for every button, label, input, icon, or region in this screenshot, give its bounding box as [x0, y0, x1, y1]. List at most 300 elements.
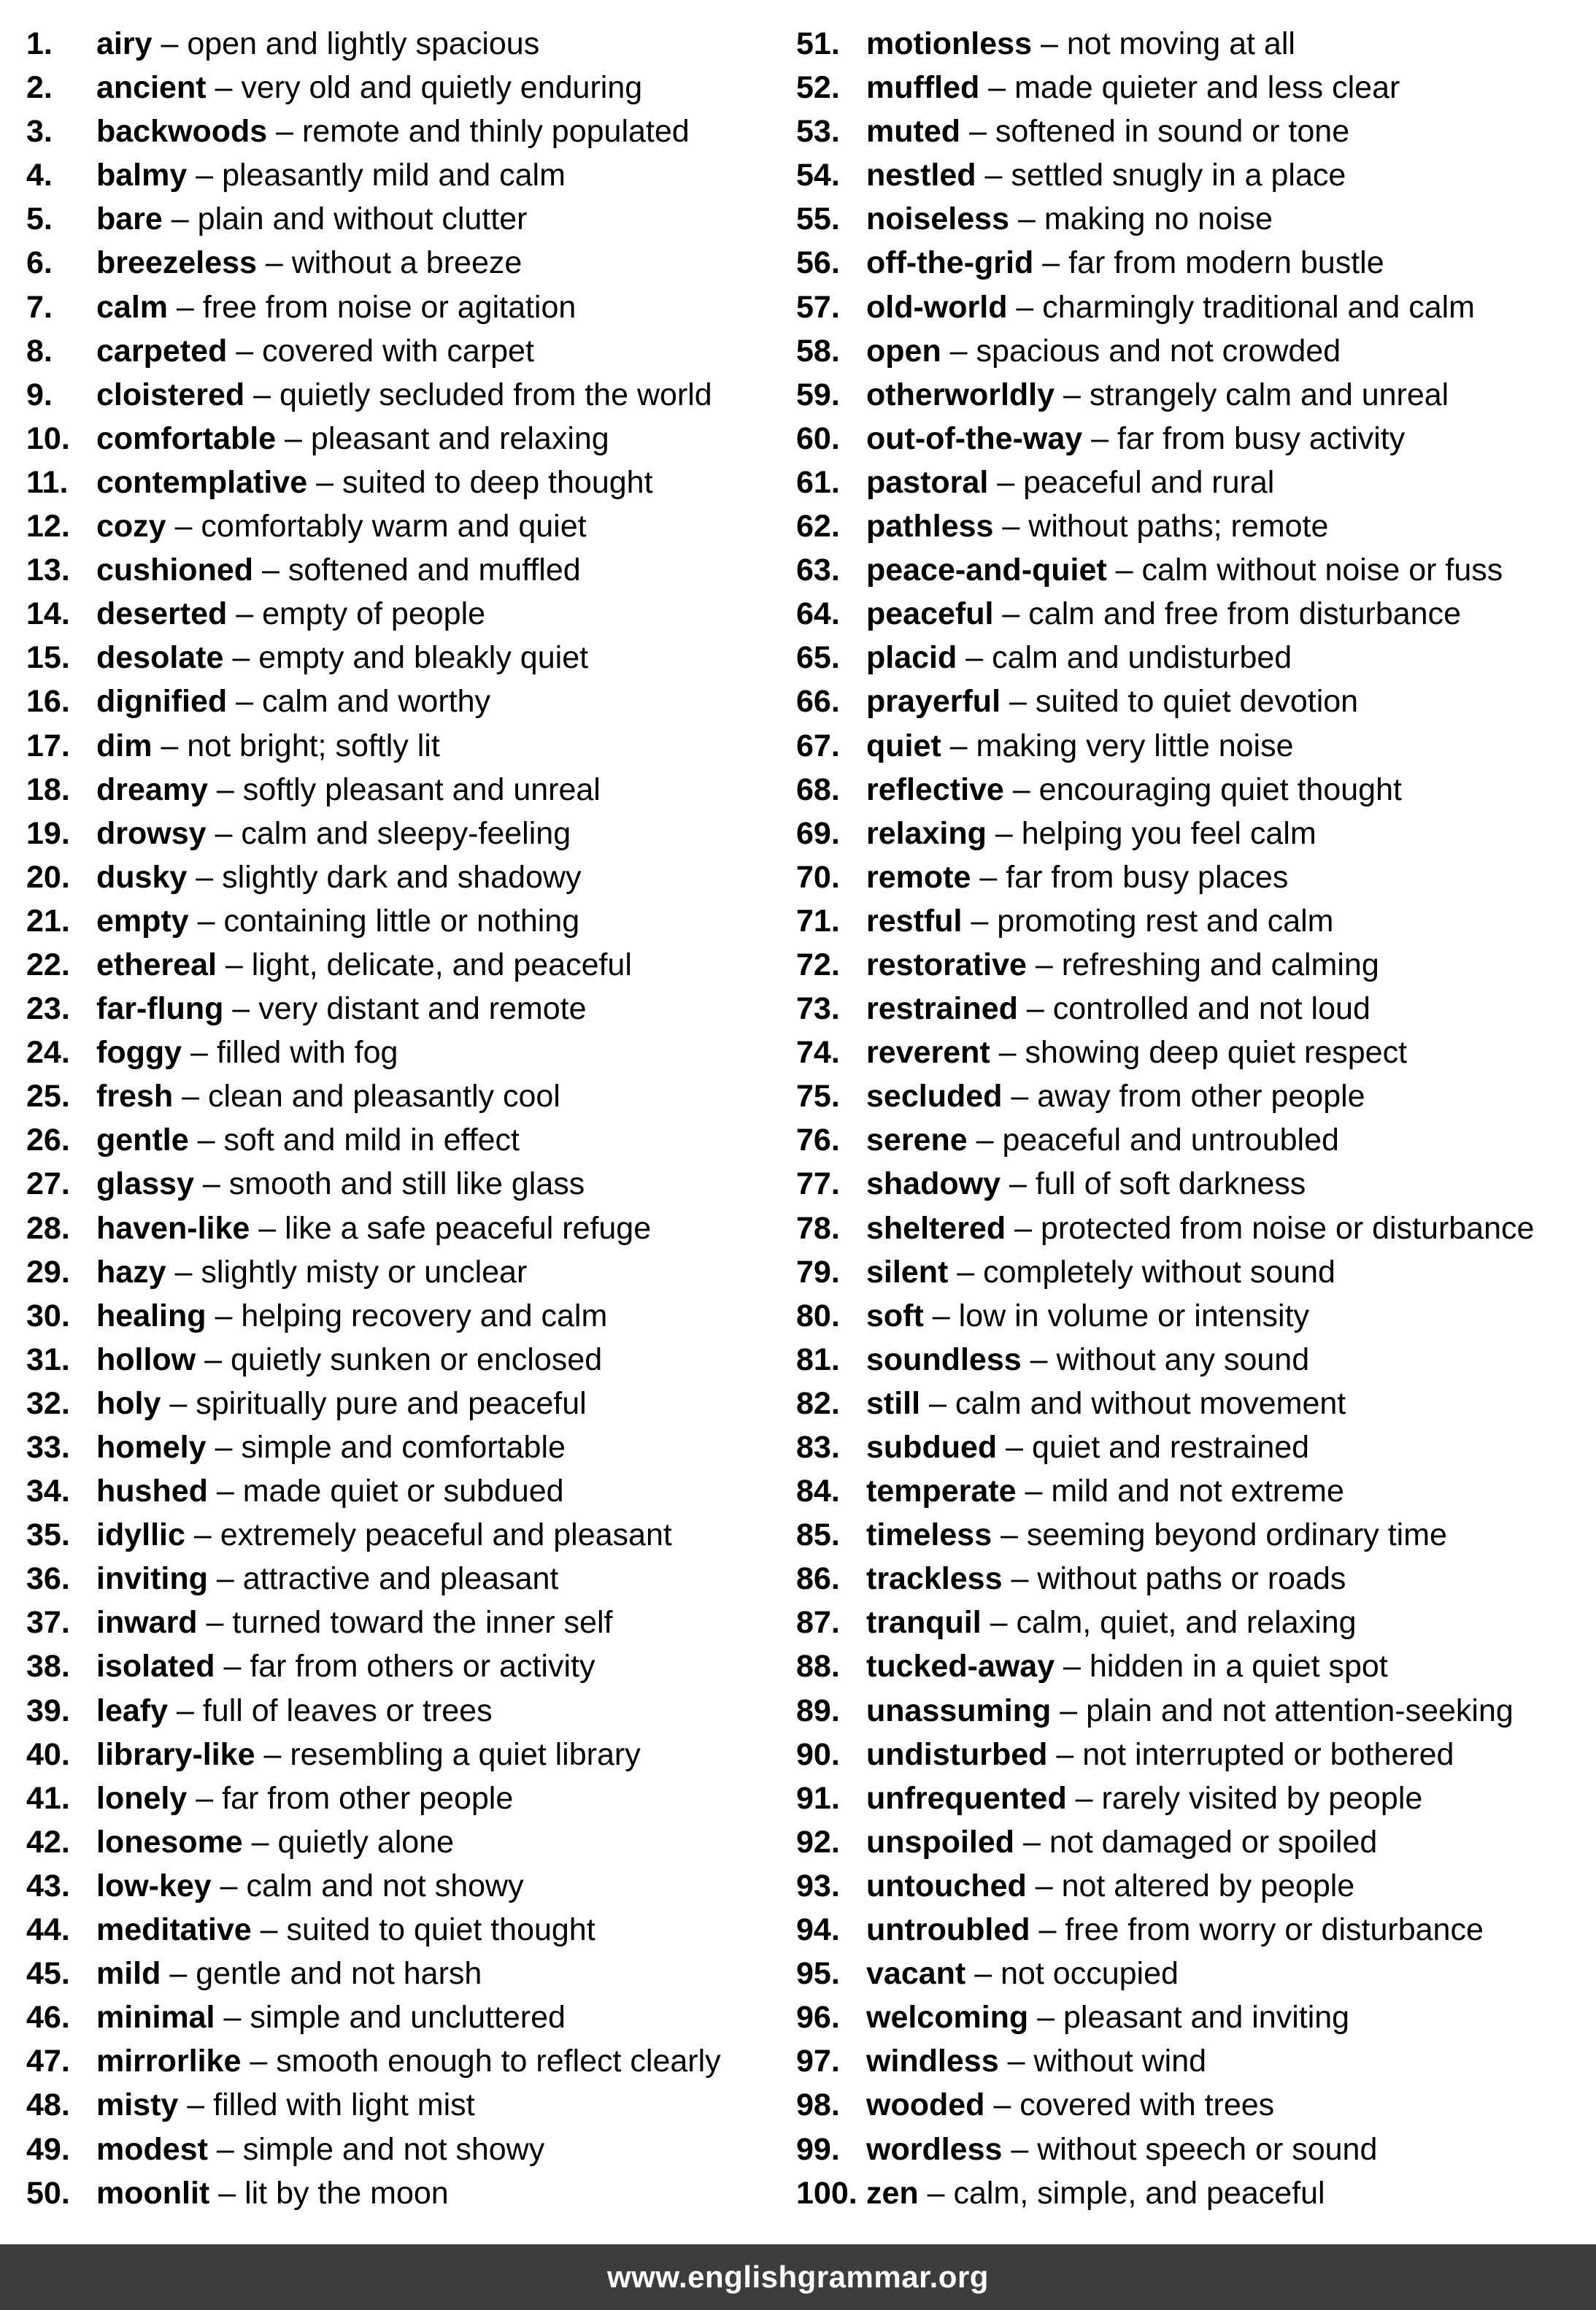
word-entry	[26, 636, 785, 679]
entry-separator: –	[990, 1035, 1025, 1071]
entry-definition: very old and quietly enduring	[241, 70, 643, 106]
entry-word: hazy	[96, 1254, 166, 1290]
entry-word: tucked-away	[866, 1649, 1055, 1685]
entry-word: welcoming	[866, 2000, 1029, 2036]
entry-number: 16.	[26, 684, 70, 720]
entry-number: 73.	[796, 991, 840, 1027]
entry-word: low-key	[96, 1868, 212, 1903]
entry-definition: showing deep quiet respect	[1025, 1035, 1408, 1071]
entry-definition: not occupied	[1001, 1956, 1179, 1992]
entry-number: 28.	[26, 1210, 70, 1246]
entry-word: cushioned	[96, 553, 254, 588]
entry-definition: softened and muffled	[288, 553, 581, 588]
entry-separator: –	[178, 2087, 214, 2123]
entry-number: 80.	[796, 1298, 840, 1333]
entry-definition: calm without noise or fuss	[1141, 553, 1503, 588]
word-entry	[26, 1776, 785, 1820]
word-entry	[796, 1644, 1592, 1688]
entry-definition: hidden in a quiet spot	[1089, 1649, 1388, 1685]
entry-word: cloistered	[96, 377, 245, 412]
entry-number: 94.	[796, 1912, 840, 1948]
entry-word: sheltered	[866, 1210, 1006, 1246]
entry-definition: smooth enough to reflect clearly	[276, 2044, 721, 2079]
entry-separator: –	[1055, 377, 1090, 412]
entry-definition: without a breeze	[291, 245, 523, 281]
entry-word: remote	[866, 859, 971, 895]
entry-separator: –	[255, 1736, 290, 1772]
entry-separator: –	[941, 333, 976, 369]
entry-separator: –	[1032, 26, 1067, 61]
entry-separator: –	[242, 1824, 278, 1860]
word-entry	[796, 1689, 1592, 1733]
entry-definition: light, delicate, and peaceful	[251, 947, 632, 982]
entry-word: comfortable	[96, 420, 277, 456]
entry-separator: –	[1033, 245, 1069, 281]
entry-definition: without paths or roads	[1037, 1561, 1346, 1597]
entry-number: 67.	[796, 728, 840, 763]
entry-word: ancient	[96, 70, 207, 106]
entry-separator: –	[187, 859, 223, 895]
entry-word: holy	[96, 1385, 161, 1421]
entry-word: balmy	[96, 158, 188, 193]
entry-definition: free from noise or agitation	[202, 289, 577, 325]
entry-word: deserted	[96, 596, 228, 632]
entry-definition: helping recovery and calm	[241, 1298, 608, 1333]
entry-definition: calm and sleepy-feeling	[241, 815, 571, 851]
entry-number: 88.	[796, 1649, 840, 1685]
entry-number: 20.	[26, 859, 70, 895]
entry-separator: –	[1007, 289, 1043, 325]
entry-definition: suited to quiet devotion	[1035, 684, 1359, 720]
word-list-left-column	[26, 22, 785, 2215]
word-entry	[796, 2083, 1592, 2127]
entry-word: restorative	[866, 947, 1027, 982]
entry-number: 84.	[796, 1474, 840, 1509]
entry-definition: without any sound	[1056, 1341, 1310, 1377]
entry-definition: spacious and not crowded	[976, 333, 1341, 369]
entry-number: 71.	[796, 903, 840, 939]
entry-separator: –	[267, 114, 302, 150]
entry-separator: –	[215, 2000, 250, 2036]
entry-word: pathless	[866, 509, 994, 544]
word-entry	[26, 1162, 785, 1206]
entry-number: 11.	[26, 464, 69, 500]
word-entry	[26, 1995, 785, 2039]
entry-separator: –	[962, 903, 998, 939]
entry-definition: pleasant and inviting	[1063, 2000, 1350, 2036]
word-entry	[796, 548, 1592, 592]
entry-word: homely	[96, 1430, 207, 1465]
entry-separator: –	[250, 1210, 285, 1246]
entry-definition: completely without sound	[983, 1254, 1335, 1290]
entry-definition: simple and uncluttered	[250, 2000, 566, 2036]
entry-word: hushed	[96, 1474, 208, 1509]
entry-separator: –	[941, 728, 976, 763]
entry-number: 12.	[26, 509, 70, 544]
entry-number: 9.	[26, 377, 53, 412]
entry-word: meditative	[96, 1912, 252, 1948]
entry-definition: remote and thinly populated	[301, 114, 690, 150]
entry-number: 15.	[26, 640, 70, 676]
entry-word: dignified	[96, 684, 228, 720]
entry-separator: –	[166, 509, 201, 544]
entry-number: 82.	[796, 1385, 840, 1421]
entry-word: zen	[866, 2175, 919, 2211]
entry-separator: –	[223, 991, 259, 1027]
entry-word: timeless	[866, 1517, 992, 1553]
entry-number: 7.	[26, 289, 53, 325]
entry-number: 79.	[796, 1254, 840, 1290]
entry-word: wooded	[866, 2087, 985, 2123]
entry-separator: –	[1009, 201, 1044, 237]
word-entry	[796, 504, 1592, 548]
word-entry	[796, 679, 1592, 723]
word-entry	[796, 1469, 1592, 1513]
word-entry	[26, 66, 785, 109]
entry-word: pastoral	[866, 464, 989, 500]
word-entry	[796, 285, 1592, 329]
word-entry	[796, 636, 1592, 679]
word-entry	[796, 768, 1592, 812]
entry-number: 6.	[26, 245, 53, 281]
entry-definition: lit by the moon	[244, 2175, 449, 2211]
entry-definition: very distant and remote	[258, 991, 587, 1027]
entry-word: empty	[96, 903, 189, 939]
entry-definition: soft and mild in effect	[223, 1123, 520, 1158]
entry-number: 2.	[26, 70, 53, 106]
entry-word: trackless	[866, 1561, 1003, 1597]
word-entry	[26, 1908, 785, 1952]
entry-separator: –	[166, 1254, 201, 1290]
word-entry	[26, 812, 785, 855]
word-entry	[26, 1338, 785, 1382]
entry-word: reflective	[866, 771, 1004, 807]
word-entry	[26, 592, 785, 636]
entry-word: soft	[866, 1298, 924, 1333]
word-entry	[26, 197, 785, 241]
entry-number: 81.	[796, 1341, 840, 1377]
entry-number: 50.	[26, 2175, 70, 2211]
entry-definition: simple and not showy	[242, 2131, 545, 2167]
word-entry	[796, 22, 1592, 66]
entry-definition: comfortably warm and quiet	[201, 509, 587, 544]
entry-definition: attractive and pleasant	[242, 1561, 559, 1597]
entry-separator: –	[1026, 1868, 1062, 1903]
entry-word: moonlit	[96, 2175, 210, 2211]
entry-separator: –	[209, 2175, 245, 2211]
entry-number: 27.	[26, 1166, 70, 1202]
entry-number: 99.	[796, 2131, 840, 2167]
word-entry	[26, 153, 785, 197]
entry-separator: –	[1016, 1474, 1052, 1509]
word-entry	[26, 1294, 785, 1338]
entry-separator: –	[196, 1341, 231, 1377]
entry-separator: –	[1051, 1693, 1087, 1728]
entry-definition: helping you feel calm	[1021, 815, 1316, 851]
entry-definition: not altered by people	[1061, 1868, 1355, 1903]
word-entry	[796, 461, 1592, 504]
word-entry	[796, 899, 1592, 943]
entry-word: backwoods	[96, 114, 268, 150]
entry-number: 51.	[796, 26, 840, 61]
entry-definition: made quiet or subdued	[242, 1474, 564, 1509]
entry-definition: far from others or activity	[250, 1649, 595, 1685]
word-entry	[796, 1338, 1592, 1382]
entry-definition: calm and free from disturbance	[1028, 596, 1462, 632]
entry-word: leafy	[96, 1693, 169, 1728]
entry-word: placid	[866, 640, 957, 676]
entry-number: 45.	[26, 1956, 70, 1992]
word-entry	[26, 241, 785, 285]
entry-number: 3.	[26, 114, 53, 150]
entry-word: old-world	[866, 289, 1008, 325]
entry-word: library-like	[96, 1736, 255, 1772]
entry-separator: –	[965, 1956, 1001, 1992]
entry-word: airy	[96, 26, 153, 61]
entry-number: 55.	[796, 201, 840, 237]
entry-word: inviting	[96, 1561, 208, 1597]
entry-separator: –	[976, 158, 1011, 193]
entry-separator: –	[1055, 1649, 1090, 1685]
entry-word: mirrorlike	[96, 2044, 242, 2079]
entry-word: silent	[866, 1254, 949, 1290]
entry-separator: –	[1001, 684, 1036, 720]
word-entry	[26, 461, 785, 504]
entry-separator: –	[206, 70, 242, 106]
entry-number: 48.	[26, 2087, 70, 2123]
entry-number: 38.	[26, 1649, 70, 1685]
entry-word: secluded	[866, 1079, 1003, 1114]
entry-definition: without speech or sound	[1037, 2131, 1378, 2167]
entry-definition: suited to quiet thought	[286, 1912, 595, 1948]
word-entry	[796, 1952, 1592, 1995]
entry-separator: –	[193, 1166, 229, 1202]
entry-separator: –	[161, 1956, 196, 1992]
entry-definition: plain and not attention-seeking	[1086, 1693, 1514, 1728]
entry-number: 29.	[26, 1254, 70, 1290]
entry-number: 63.	[796, 553, 840, 588]
entry-separator: –	[241, 2044, 277, 2079]
word-entry	[796, 1995, 1592, 2039]
word-entry	[26, 724, 785, 768]
entry-word: motionless	[866, 26, 1032, 61]
entry-number: 54.	[796, 158, 840, 193]
entry-number: 76.	[796, 1123, 840, 1158]
word-entry	[26, 768, 785, 812]
entry-word: tranquil	[866, 1605, 982, 1641]
entry-word: dim	[96, 728, 153, 763]
footer-bar	[0, 2244, 1596, 2310]
entry-definition: far from other people	[222, 1780, 514, 1816]
entry-separator: –	[971, 859, 1006, 895]
entry-number: 52.	[796, 70, 840, 106]
entry-separator: –	[1006, 1210, 1041, 1246]
entry-definition: seeming beyond ordinary time	[1026, 1517, 1447, 1553]
entry-separator: –	[1026, 947, 1062, 982]
word-entry	[796, 1118, 1592, 1162]
entry-definition: pleasantly mild and calm	[222, 158, 566, 193]
entry-definition: like a safe peaceful refuge	[285, 1210, 652, 1246]
entry-separator: –	[182, 1035, 217, 1071]
entry-separator: –	[998, 2044, 1034, 2079]
entry-number: 75.	[796, 1079, 840, 1114]
entry-number: 62.	[796, 509, 840, 544]
entry-word: windless	[866, 2044, 999, 2079]
entry-definition: smooth and still like glass	[228, 1166, 585, 1202]
entry-separator: –	[960, 114, 995, 150]
word-entry	[26, 329, 785, 373]
entry-word: vacant	[866, 1956, 966, 1992]
entry-word: cozy	[96, 509, 166, 544]
entry-number: 69.	[796, 815, 840, 851]
word-entry	[796, 1820, 1592, 1864]
entry-separator: –	[227, 596, 263, 632]
entry-number: 21.	[26, 903, 70, 939]
entry-word: undisturbed	[866, 1736, 1048, 1772]
entry-number: 89.	[796, 1693, 840, 1728]
word-entry	[26, 2039, 785, 2083]
entry-definition: encouraging quiet thought	[1038, 771, 1402, 807]
entry-separator: –	[188, 903, 224, 939]
entry-separator: –	[207, 771, 243, 807]
word-entry	[796, 592, 1592, 636]
entry-separator: –	[920, 1385, 955, 1421]
entry-number: 86.	[796, 1561, 840, 1597]
entry-word: misty	[96, 2087, 179, 2123]
entry-separator: –	[957, 640, 992, 676]
entry-word: hollow	[96, 1341, 196, 1377]
entry-number: 74.	[796, 1035, 840, 1071]
footer-website-link[interactable]: www.englishgrammar.org	[607, 2260, 989, 2294]
word-list-right-column	[796, 22, 1592, 2215]
entry-number: 59.	[796, 377, 840, 412]
entry-number: 36.	[26, 1561, 70, 1597]
entry-separator: –	[223, 640, 259, 676]
entry-definition: made quieter and less clear	[1014, 70, 1400, 106]
entry-definition: rarely visited by people	[1101, 1780, 1423, 1816]
word-entry	[26, 943, 785, 987]
entry-separator: –	[185, 1517, 220, 1553]
entry-word: minimal	[96, 2000, 215, 2036]
entry-word: out-of-the-way	[866, 420, 1083, 456]
entry-number: 35.	[26, 1517, 70, 1553]
entry-separator: –	[187, 158, 223, 193]
entry-number: 37.	[26, 1605, 70, 1641]
entry-definition: resembling a quiet library	[290, 1736, 641, 1772]
entry-separator: –	[979, 70, 1015, 106]
entry-definition: charmingly traditional and calm	[1042, 289, 1476, 325]
entry-word: wordless	[866, 2131, 1003, 2167]
entry-separator: –	[251, 1912, 287, 1948]
entry-word: muffled	[866, 70, 980, 106]
entry-word: shadowy	[866, 1166, 1001, 1202]
entry-separator: –	[152, 26, 188, 61]
entry-definition: calm and without movement	[955, 1385, 1346, 1421]
entry-number: 44.	[26, 1912, 70, 1948]
entry-separator: –	[215, 1649, 250, 1685]
word-entry	[796, 1864, 1592, 1908]
entry-number: 13.	[26, 553, 70, 588]
entry-definition: not moving at all	[1066, 26, 1295, 61]
entry-word: nestled	[866, 158, 976, 193]
entry-word: inward	[96, 1605, 198, 1641]
entry-separator: –	[216, 947, 252, 982]
entry-definition: filled with light mist	[213, 2087, 475, 2123]
entry-separator: –	[188, 1123, 224, 1158]
entry-number: 98.	[796, 2087, 840, 2123]
entry-definition: full of soft darkness	[1035, 1166, 1306, 1202]
word-entry	[26, 1206, 785, 1250]
entry-separator: –	[168, 289, 203, 325]
entry-definition: free from worry or disturbance	[1065, 1912, 1484, 1948]
entry-separator: –	[162, 201, 198, 237]
entry-definition: empty of people	[262, 596, 486, 632]
entry-word: lonely	[96, 1780, 188, 1816]
entry-definition: slightly dark and shadowy	[222, 859, 582, 895]
entry-separator: –	[984, 2087, 1020, 2123]
word-entry	[26, 22, 785, 66]
word-entry	[796, 1776, 1592, 1820]
word-entry	[796, 855, 1592, 899]
entry-number: 41.	[26, 1780, 70, 1816]
entry-separator: –	[1082, 420, 1117, 456]
entry-definition: refreshing and calming	[1061, 947, 1379, 982]
entry-definition: calm, quiet, and relaxing	[1016, 1605, 1357, 1641]
entry-separator: –	[986, 815, 1022, 851]
word-entry	[796, 109, 1592, 153]
entry-definition: full of leaves or trees	[202, 1693, 493, 1728]
entry-definition: open and lightly spacious	[187, 26, 540, 61]
entry-definition: simple and comfortable	[241, 1430, 566, 1465]
entry-separator: –	[1021, 1341, 1057, 1377]
entry-definition: empty and bleakly quiet	[258, 640, 589, 676]
entry-number: 31.	[26, 1341, 70, 1377]
entry-number: 91.	[796, 1780, 840, 1816]
entry-separator: –	[1030, 1912, 1065, 1948]
entry-definition: suited to deep thought	[342, 464, 653, 500]
word-entry	[796, 241, 1592, 285]
entry-word: soundless	[866, 1341, 1022, 1377]
entry-separator: –	[227, 684, 262, 720]
entry-number: 39.	[26, 1693, 70, 1728]
word-entry	[26, 1425, 785, 1469]
entry-definition: gentle and not harsh	[196, 1956, 482, 1992]
word-entry	[796, 2128, 1592, 2171]
entry-separator: –	[253, 553, 288, 588]
entry-number: 34.	[26, 1474, 70, 1509]
entry-separator: –	[168, 1693, 203, 1728]
word-entry	[796, 2039, 1592, 2083]
entry-number: 64.	[796, 596, 840, 632]
entry-definition: not interrupted or bothered	[1082, 1736, 1454, 1772]
entry-definition: not damaged or spoiled	[1049, 1824, 1378, 1860]
entry-number: 23.	[26, 991, 70, 1027]
word-entry	[796, 373, 1592, 417]
entry-definition: quiet and restrained	[1031, 1430, 1310, 1465]
entry-number: 25.	[26, 1079, 70, 1114]
entry-separator: –	[1002, 2131, 1038, 2167]
word-entry	[26, 987, 785, 1031]
entry-definition: low in volume or intensity	[958, 1298, 1310, 1333]
word-entry	[26, 1601, 785, 1644]
entry-number: 70.	[796, 859, 840, 895]
entry-word: modest	[96, 2131, 208, 2167]
word-entry	[26, 2083, 785, 2127]
entry-separator: –	[207, 1561, 243, 1597]
entry-number: 97.	[796, 2044, 840, 2079]
word-entry	[796, 1294, 1592, 1338]
entry-number: 61.	[796, 464, 840, 500]
